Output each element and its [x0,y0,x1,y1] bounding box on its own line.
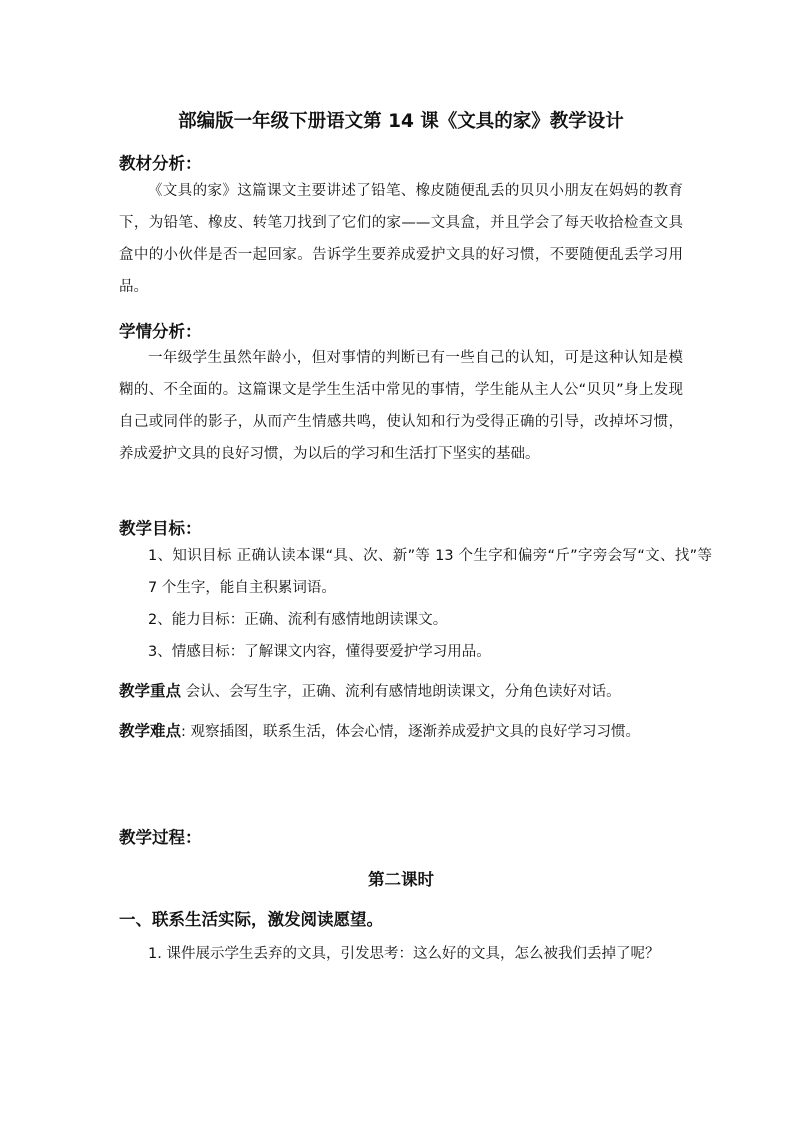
lesson-heading: 第二课时 [368,870,434,889]
key-points-label: 教学重点 [119,682,182,700]
material-analysis-text: 《文具的家》这篇课文主要讲述了铅笔、橡皮随便乱丢的贝贝小朋友在妈妈的教育下，为铅笔、橡皮、转笔刀找到了它们的家——文具盒，并且学会了每天收拾检查文具盒中的小伙伴是否一起回家。告诉学生要养成爱护文具的好习惯，不要随便乱丢学习用品。 [119,183,683,295]
difficulties-label: 教学难点 [119,722,182,740]
teaching-process-heading: 教学过程： [119,828,202,847]
teaching-goals-heading: 教学目标： [119,519,202,538]
section-item: 1. 课件展示学生丢弃的文具，引发思考：这么好的文具，怎么被我们丢掉了呢？ [148,946,660,962]
teaching-goal-item: 3、情感目标：了解课文内容，懂得要爱护学习用品。 [148,644,491,660]
teaching-goal-item: 2、能力目标：正确、流利有感情地朗读课文。 [148,612,448,628]
section-heading: 一、联系生活实际，激发阅读愿望。 [119,910,383,929]
difficulties-text: : 观察插图，联系生活，体会心情，逐渐养成爱护文具的良好学习习惯。 [181,724,641,740]
material-analysis-heading: 教材分析： [119,154,202,173]
student-analysis-text: 一年级学生虽然年龄小，但对事情的判断已有一些自己的认知，可是这种认知是模糊的、不全面的。这篇课文是学生生活中常见的事情，学生能从主人公“贝贝”身上发现自己或同伴的影子，从而产生情感共鸣，使认知和行为受得正确的引导，改掉坏习惯，养成爱护文具的良好习惯，为以后的学习和生活打下坚实的基础。 [119,350,683,462]
teaching-key-points [119,675,683,708]
student-analysis-heading: 学情分析： [119,322,202,341]
teaching-difficulties [119,715,683,748]
teaching-goal-item: 1、知识目标 正确认读本课“具、次、新”等 13 个生字和偏旁“斤”字旁会写“文、找”等 7 个生字，能自主积累词语。 [148,548,712,596]
key-points-text: 会认、会写生字，正确、流利有感情地朗读课文，分角色读好对话。 [181,684,621,700]
document-title: 部编版一年级下册语文第 14 课《文具的家》教学设计 [178,111,624,132]
